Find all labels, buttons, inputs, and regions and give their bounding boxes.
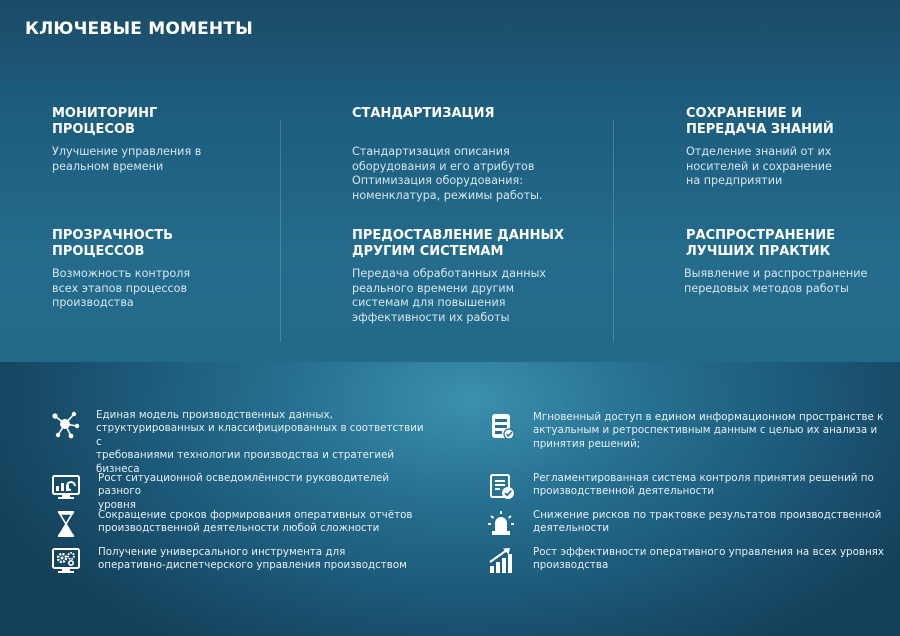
monitor-chart-icon: [52, 472, 82, 502]
document-check-icon: [487, 472, 517, 502]
benefit-text: Рост эффективности оперативного управления на всех уровнях производства: [533, 546, 884, 572]
benefit-text: Рост ситуационной осведомлённости руководителей разного уровня: [98, 472, 390, 511]
column-divider: [280, 120, 281, 342]
network-icon: [50, 409, 80, 439]
benefit-text: Мгновенный доступ в едином информационном пространстве к актуальным и ретроспективным данным с целью их анализа и принятия решений;: [533, 411, 884, 450]
key-point-title: МОНИТОРИНГ ПРОЦЕСОВ: [52, 106, 158, 137]
key-point-title: ПРЕДОСТАВЛЕНИЕ ДАННЫХ ДРУГИМ СИСТЕМАМ: [352, 228, 565, 259]
key-point-text: Возможность контроля всех этапов процессов производства: [52, 267, 191, 310]
growth-chart-icon: [487, 546, 517, 576]
key-point-best-practices: [684, 228, 884, 296]
key-point-text: Передача обработанных данных реального времени другим системам для повышения эффективности их работы: [352, 267, 547, 324]
key-point-text: Улучшение управления в реальном времени: [52, 145, 202, 173]
monitor-gears-icon: [52, 546, 82, 576]
key-point-text: Стандартизация описания оборудования и его атрибутов Оптимизация оборудования: номенклатура, режимы работы.: [352, 145, 543, 202]
benefit-text: Получение универсального инструмента для оперативно-диспетчерского управления производством: [98, 546, 407, 572]
key-point-knowledge: [686, 106, 900, 189]
key-point-standardization: [352, 106, 592, 203]
benefit-text: Сокращение сроков формирования оперативных отчётов производственной деятельности любой сложности: [98, 509, 413, 535]
alarm-light-icon: [487, 509, 517, 539]
header-band: [0, 0, 900, 84]
benefit-text: Единая модель производственных данных, структурированных и классифицированных в соответствии с требованиями технологии производства и стратегией бизнеса: [96, 409, 424, 475]
key-point-title: СОХРАНЕНИЕ И ПЕРЕДАЧА ЗНАНИЙ: [686, 106, 834, 137]
database-icon: [487, 411, 517, 441]
key-point-data-sharing: [352, 228, 592, 325]
key-point-text: Выявление и распространение передовых методов работы: [684, 267, 868, 295]
key-point-title: РАСПРОСТРАНЕНИЕ ЛУЧШИХ ПРАКТИК: [686, 228, 835, 259]
benefit-text: Регламентированная система контроля принятия решений по производственной деятельности: [533, 472, 874, 498]
key-point-title: ПРОЗРАЧНОСТЬ ПРОЦЕССОВ: [52, 228, 174, 259]
benefit-text: Снижение рисков по трактовке результатов производственной деятельности: [533, 509, 882, 535]
key-point-title: СТАНДАРТИЗАЦИЯ: [352, 106, 495, 121]
key-point-transparency: [52, 228, 272, 311]
hourglass-icon: [52, 509, 82, 539]
key-point-monitoring: [52, 106, 272, 174]
key-point-text: Отделение знаний от их носителей и сохранение на предприятии: [686, 145, 832, 188]
column-divider: [613, 120, 614, 342]
page-title: КЛЮЧЕВЫЕ МОМЕНТЫ: [25, 19, 253, 39]
